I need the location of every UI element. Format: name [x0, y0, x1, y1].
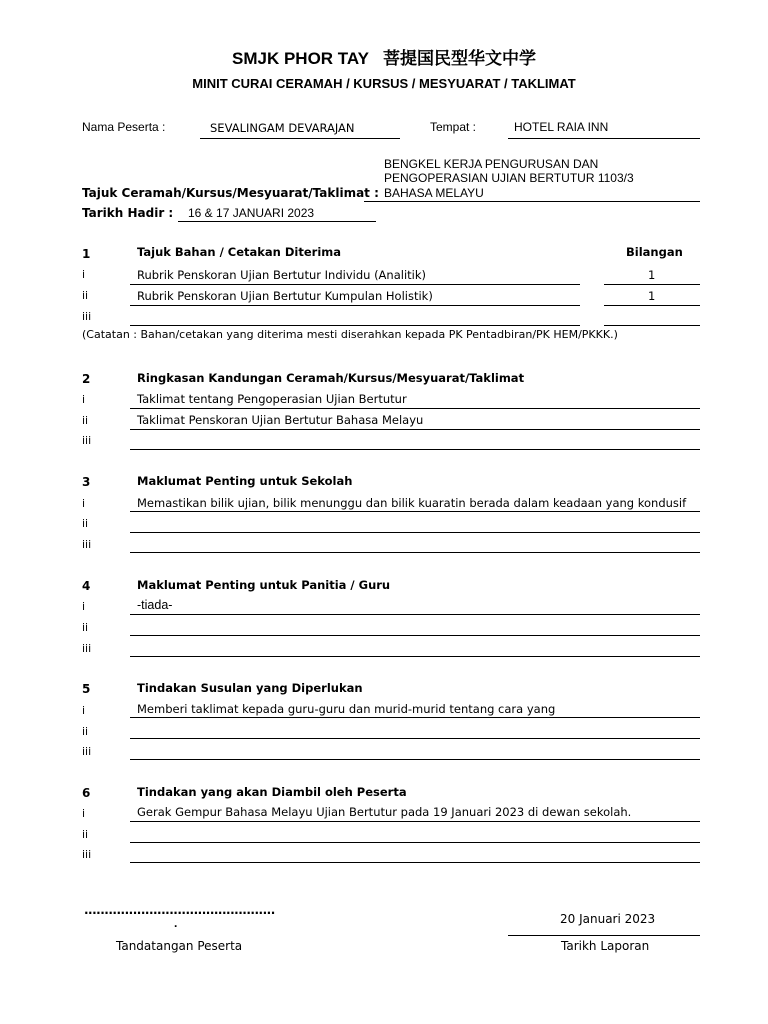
section2-row2-line [130, 429, 700, 430]
section2-row1-text[interactable]: Taklimat tentang Pengoperasian Ujian Bertutur [137, 392, 407, 406]
section3-number: 3 [82, 475, 91, 489]
section1-note: (Catatan : Bahan/cetakan yang diterima mesti diserahkan kepada PK Pentadbiran/PK HEM/PKKK.) [82, 328, 618, 341]
section1-row2-count-line [604, 305, 700, 306]
tarikh-label: Tarikh Hadir : [82, 206, 174, 220]
section6-row2-roman: ii [82, 828, 89, 841]
section4-heading: Maklumat Penting untuk Panitia / Guru [137, 578, 391, 592]
section5-row2-line [130, 738, 700, 739]
section6-row1-text[interactable]: Gerak Gempur Bahasa Melayu Ujian Bertutur pada 19 Januari 2023 di dewan sekolah. [137, 805, 632, 819]
section4-row2-line [130, 635, 700, 636]
section1-row2-text[interactable]: Rubrik Penskoran Ujian Bertutur Kumpulan Holistik) [137, 289, 433, 303]
report-date-label: Tarikh Laporan [561, 939, 650, 953]
section6-row3-roman: iii [82, 848, 92, 861]
section4-row1-line [130, 614, 700, 615]
section1-row1-roman: i [82, 268, 86, 281]
section6-row1-line [130, 821, 700, 822]
school-name-chinese: 菩提国民型华文中学 [382, 49, 536, 68]
nama-label: Nama Peserta : [82, 120, 166, 134]
tajuk-underline [364, 201, 700, 202]
section5-row1-line [130, 717, 700, 718]
report-date-value[interactable]: 20 Januari 2023 [560, 912, 656, 926]
tajuk-value-line1[interactable]: BENGKEL KERJA PENGURUSAN DAN [384, 157, 599, 171]
section4-row2-roman: ii [82, 621, 89, 634]
section2-row3-roman: iii [82, 434, 92, 447]
section3-row1-line [130, 511, 700, 512]
section5-row3-line [130, 759, 700, 760]
section1-row1-count-line [604, 284, 700, 285]
tajuk-value-line3[interactable]: BAHASA MELAYU [384, 186, 484, 200]
section5-row3-roman: iii [82, 745, 92, 758]
nama-value[interactable]: SEVALINGAM DEVARAJAN [210, 121, 355, 135]
section1-row2-roman: ii [82, 289, 89, 302]
section2-row1-roman: i [82, 393, 86, 406]
section1-row3-roman: iii [82, 310, 92, 323]
section4-row1-roman: i [82, 600, 86, 613]
tajuk-value-line2[interactable]: PENGOPERASIAN UJIAN BERTUTUR 1103/3 [384, 171, 634, 185]
tempat-label: Tempat : [430, 120, 477, 134]
section3-heading: Maklumat Penting untuk Sekolah [137, 474, 353, 488]
tajuk-label: Tajuk Ceramah/Kursus/Mesyuarat/Taklimat : [82, 186, 379, 200]
section3-row3-roman: iii [82, 538, 92, 551]
section4-number: 4 [82, 579, 91, 593]
section3-row1-text[interactable]: Memastikan bilik ujian, bilik menunggu dan bilik kuaratin berada dalam keadaan yang kondusif [137, 496, 687, 510]
section5-row1-roman: i [82, 704, 86, 717]
section1-row1-line [130, 284, 580, 285]
tempat-underline [508, 138, 700, 139]
section5-row2-roman: ii [82, 725, 89, 738]
section6-row3-line [130, 862, 700, 863]
section6-row1-roman: i [82, 807, 86, 820]
section1-number: 1 [82, 247, 91, 261]
document-title [0, 44, 768, 69]
section1-row3-line [130, 325, 580, 326]
nama-underline [200, 138, 400, 139]
section3-row1-roman: i [82, 497, 86, 510]
signature-dot: . [174, 916, 178, 930]
signature-label: Tandatangan Peserta [116, 939, 243, 953]
section4-row1-text[interactable]: -tiada- [137, 598, 173, 612]
section1-row3-count-line [604, 325, 700, 326]
section4-row3-roman: iii [82, 642, 92, 655]
section2-row1-line [130, 408, 700, 409]
section3-row2-line [130, 532, 700, 533]
school-name: SMJK PHOR TAY [232, 49, 369, 68]
section4-row3-line [130, 656, 700, 657]
section2-number: 2 [82, 372, 91, 386]
tarikh-underline [178, 221, 376, 222]
signature-dotted-line[interactable]: ............................................... [84, 903, 275, 917]
section1-row1-text[interactable]: Rubrik Penskoran Ujian Bertutur Individu (Analitik) [137, 268, 427, 282]
section2-row2-roman: ii [82, 414, 89, 427]
section3-row3-line [130, 552, 700, 553]
section1-row2-line [130, 305, 580, 306]
section1-count-heading: Bilangan [626, 245, 683, 259]
tempat-value[interactable]: HOTEL RAIA INN [514, 120, 609, 134]
section5-row1-text[interactable]: Memberi taklimat kepada guru-guru dan murid-murid tentang cara yang [137, 702, 556, 716]
section2-row3-line [130, 449, 700, 450]
report-date-line [508, 935, 700, 936]
section6-number: 6 [82, 786, 91, 800]
tarikh-value[interactable]: 16 & 17 JANUARI 2023 [188, 206, 315, 220]
section2-heading: Ringkasan Kandungan Ceramah/Kursus/Mesyuarat/Taklimat [137, 371, 525, 385]
section1-row2-count[interactable]: 1 [648, 289, 656, 303]
section1-row1-count[interactable]: 1 [648, 268, 656, 282]
document-subtitle: MINIT CURAI CERAMAH / KURSUS / MESYUARAT / TAKLIMAT [192, 76, 576, 91]
section6-heading: Tindakan yang akan Diambil oleh Peserta [137, 785, 407, 799]
section1-heading: Tajuk Bahan / Cetakan Diterima [137, 245, 342, 259]
section6-row2-line [130, 842, 700, 843]
section5-heading: Tindakan Susulan yang Diperlukan [137, 681, 363, 695]
section3-row2-roman: ii [82, 517, 89, 530]
section2-row2-text[interactable]: Taklimat Penskoran Ujian Bertutur Bahasa Melayu [137, 413, 424, 427]
section5-number: 5 [82, 682, 91, 696]
